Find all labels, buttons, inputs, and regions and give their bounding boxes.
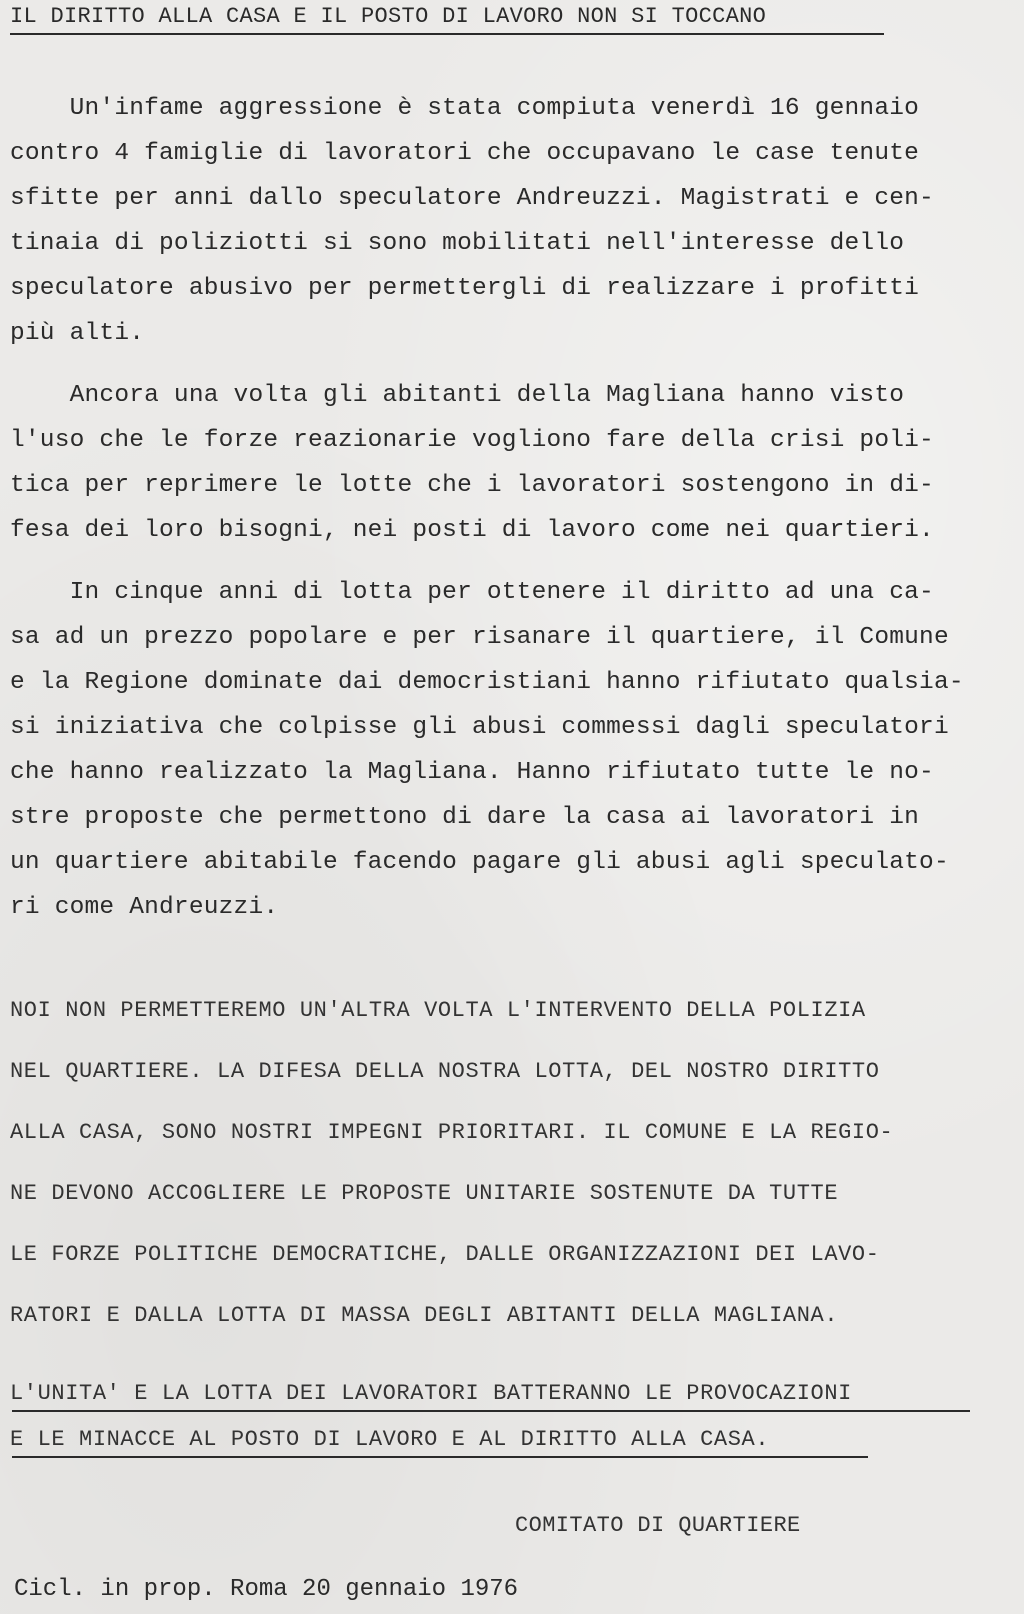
paragraph-3-line-8: ri come Andreuzzi.: [10, 894, 279, 921]
caps-block-line-2: NEL QUARTIERE. LA DIFESA DELLA NOSTRA LOTTA, DEL NOSTRO DIRITTO: [10, 1059, 880, 1084]
printing-footer: Cicl. in prop. Roma 20 gennaio 1976: [14, 1576, 519, 1603]
closing-underline-1: [12, 1410, 970, 1412]
committee-signature: COMITATO DI QUARTIERE: [515, 1513, 801, 1538]
paragraph-2-line-4: fesa dei loro bisogni, nei posti di lavoro come nei quartieri.: [10, 517, 934, 544]
paragraph-2-line-3: tica per reprimere le lotte che i lavoratori sostengono in di-: [10, 472, 934, 499]
paragraph-1-line-6: più alti.: [10, 320, 145, 347]
caps-block-line-5: LE FORZE POLITICHE DEMOCRATICHE, DALLE ORGANIZZAZIONI DEI LAVO-: [10, 1242, 880, 1267]
paragraph-2-line-1: Ancora una volta gli abitanti della Magliana hanno visto: [10, 382, 905, 409]
paragraph-1-line-4: tinaia di poliziotti si sono mobilitati nell'interesse dello: [10, 230, 905, 257]
paragraph-3-line-1: In cinque anni di lotta per ottenere il diritto ad una ca-: [10, 579, 934, 606]
paragraph-3-line-4: si iniziativa che colpisse gli abusi commessi dagli speculatori: [10, 714, 949, 741]
paragraph-3-line-5: che hanno realizzato la Magliana. Hanno rifiutato tutte le no-: [10, 759, 934, 786]
paragraph-2-line-2: l'uso che le forze reazionarie vogliono fare della crisi poli-: [10, 427, 934, 454]
paragraph-1-line-2: contro 4 famiglie di lavoratori che occupavano le case tenute: [10, 140, 920, 167]
paragraph-3-line-7: un quartiere abitabile facendo pagare gli abusi agli speculato-: [10, 849, 949, 876]
document-title: IL DIRITTO ALLA CASA E IL POSTO DI LAVORO NON SI TOCCANO: [10, 4, 767, 29]
caps-block-line-6: RATORI E DALLA LOTTA DI MASSA DEGLI ABITANTI DELLA MAGLIANA.: [10, 1303, 839, 1328]
title-underline: [10, 33, 884, 35]
closing-line-1: L'UNITA' E LA LOTTA DEI LAVORATORI BATTERANNO LE PROVOCAZIONI: [10, 1381, 852, 1406]
closing-line-2: E LE MINACCE AL POSTO DI LAVORO E AL DIRITTO ALLA CASA.: [10, 1427, 770, 1452]
paragraph-1-line-3: sfitte per anni dallo speculatore Andreuzzi. Magistrati e cen-: [10, 185, 934, 212]
paragraph-3-line-6: stre proposte che permettono di dare la casa ai lavoratori in: [10, 804, 920, 831]
closing-underline-2: [12, 1456, 868, 1458]
caps-block-line-4: NE DEVONO ACCOGLIERE LE PROPOSTE UNITARIE SOSTENUTE DA TUTTE: [10, 1181, 839, 1206]
paragraph-3-line-2: sa ad un prezzo popolare e per risanare il quartiere, il Comune: [10, 624, 949, 651]
caps-block-line-1: NOI NON PERMETTEREMO UN'ALTRA VOLTA L'INTERVENTO DELLA POLIZIA: [10, 998, 866, 1023]
paragraph-3-line-3: e la Regione dominate dai democristiani hanno rifiutato qualsia-: [10, 669, 964, 696]
paragraph-1-line-1: Un'infame aggressione è stata compiuta venerdì 16 gennaio: [10, 95, 920, 122]
caps-block-line-3: ALLA CASA, SONO NOSTRI IMPEGNI PRIORITARI. IL COMUNE E LA REGIO-: [10, 1120, 894, 1145]
paragraph-1-line-5: speculatore abusivo per permettergli di realizzare i profitti: [10, 275, 920, 302]
